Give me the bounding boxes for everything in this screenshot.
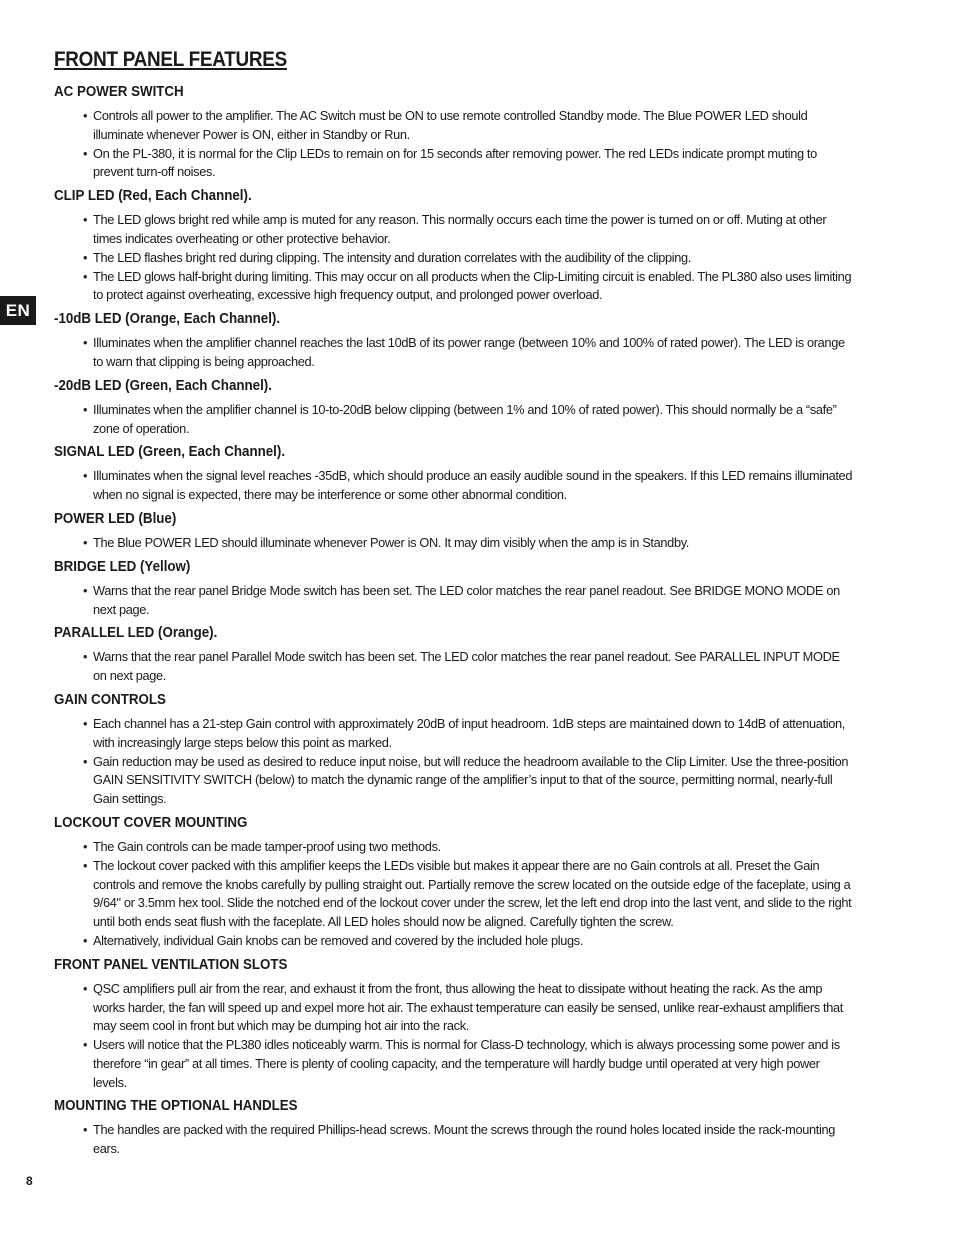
list-item: [54, 715, 854, 753]
bullet-icon: •: [83, 212, 88, 228]
list-item-text: Users will notice that the PL380 idles noticeably warm. This is normal for Class-D technology, which is always processing some power and is therefore “in gear” at all times. There is plenty of cooling capacity, and the temperature will hardly budge until operated at very high power levels.: [93, 1037, 840, 1090]
bullet-list: [54, 334, 854, 372]
section: [54, 187, 854, 305]
section-heading: FRONT PANEL VENTILATION SLOTS: [54, 956, 288, 973]
list-item-text: Illuminates when the amplifier channel reaches the last 10dB of its power range (between 10% and 100% of rated power). The LED is orange to warn that clipping is being approached.: [93, 335, 845, 369]
list-item: [54, 582, 854, 620]
bullet-list: [54, 582, 854, 620]
list-item: [54, 467, 854, 505]
bullet-list: [54, 838, 854, 951]
list-item: [54, 753, 854, 809]
section-heading: SIGNAL LED (Green, Each Channel).: [54, 444, 286, 461]
bullet-icon: •: [83, 838, 88, 854]
bullet-list: [54, 648, 854, 686]
list-item-text: Gain reduction may be used as desired to reduce input noise, but will reduce the headroom available to the Clip Limiter. Use the three-position GAIN SENSITIVITY SWITCH (below) to match the dynamic range of the amplifier’s input to that of the source, permitting normal, nearly-full Gain settings.: [93, 753, 849, 807]
list-item: [54, 857, 854, 932]
list-item: [54, 932, 854, 951]
section-heading: CLIP LED (Red, Each Channel).: [54, 188, 252, 205]
bullet-icon: •: [83, 857, 88, 873]
list-item: [54, 249, 854, 268]
list-item-text: Each channel has a 21-step Gain control with approximately 20dB of input headroom. 1dB steps are maintained down to 14dB of attenuation, with increasingly large steps below this point as marked.: [93, 715, 846, 750]
section-heading: AC POWER SWITCH: [54, 84, 184, 100]
list-item-text: The handles are packed with the required Phillips-head screws. Mount the screws through the round holes located inside the rack-mounting ears.: [93, 1122, 835, 1157]
bullet-icon: •: [83, 1122, 88, 1138]
bullet-icon: •: [83, 249, 88, 265]
section: [54, 510, 854, 553]
language-tab-label: EN: [5, 300, 31, 320]
section: [54, 814, 854, 951]
bullet-icon: •: [83, 715, 88, 731]
bullet-icon: •: [83, 649, 88, 665]
list-item-text: The Blue POWER LED should illuminate whenever Power is ON. It may dim visibly when the amp is in Standby.: [93, 534, 690, 550]
section: [54, 83, 854, 182]
bullet-list: [54, 1121, 854, 1159]
sections-list: [54, 83, 854, 1159]
list-item: [54, 534, 854, 553]
list-item: [54, 1036, 854, 1092]
section: [54, 558, 854, 620]
bullet-icon: •: [83, 268, 88, 284]
list-item: [54, 838, 854, 857]
section-heading: PARALLEL LED (Orange).: [54, 625, 218, 642]
bullet-list: [54, 211, 854, 305]
list-item: [54, 1121, 854, 1159]
list-item: [54, 268, 854, 306]
list-item-text: Warns that the rear panel Parallel Mode switch has been set. The LED color matches the rear panel readout. See PARALLEL INPUT MODE on next page.: [93, 649, 840, 684]
bullet-icon: •: [83, 932, 88, 948]
section: [54, 1097, 854, 1159]
list-item-text: The Gain controls can be made tamper-proof using two methods.: [93, 838, 441, 854]
list-item: [54, 648, 854, 686]
section: [54, 956, 854, 1093]
section: [54, 691, 854, 809]
bullet-icon: •: [83, 401, 88, 417]
bullet-icon: •: [83, 582, 88, 598]
language-tab: [0, 296, 36, 325]
bullet-list: [54, 401, 854, 439]
section-heading: -20dB LED (Green, Each Channel).: [54, 377, 272, 394]
bullet-icon: •: [83, 534, 88, 550]
list-item: [54, 211, 854, 249]
bullet-icon: •: [83, 108, 88, 123]
bullet-icon: •: [83, 980, 88, 996]
list-item-text: QSC amplifiers pull air from the rear, and exhaust it from the front, thus allowing the heat to dissipate without heating the rack. As the amp works harder, the fan will speed up and expel more hot air. The exhaust temperature can easily be sensed, unlike rear-exhaust amplifiers that may seem cool in front but which may be dumping hot air into the rack.: [93, 980, 843, 1034]
bullet-icon: •: [83, 145, 88, 161]
page-title: FRONT PANEL FEATURES: [54, 48, 287, 71]
bullet-icon: •: [83, 1037, 88, 1053]
bullet-list: [54, 534, 854, 553]
page-number: 8: [26, 1174, 33, 1188]
section: [54, 310, 854, 372]
list-item-text: Controls all power to the amplifier. The AC Switch must be ON to use remote controlled Standby mode. The Blue POWER LED should illuminate whenever Power is ON, either in Standby or Run.: [93, 108, 808, 142]
bullet-icon: •: [83, 753, 88, 769]
list-item: [54, 980, 854, 1036]
list-item-text: The LED flashes bright red during clipping. The intensity and duration correlates with the audibility of the clipping.: [93, 249, 691, 265]
list-item-text: The lockout cover packed with this amplifier keeps the LEDs visible but makes it appear there are no Gain controls at all. Preset the Gain controls and remove the knobs carefully by pulling straight out. Partially remove the screw located on the outside edge of the faceplate, using a 9/64" or 3.5mm hex tool. Slide the notched end of the lockout cover under the screw, let the left end drop into the last vent, and slide to the right until both ends seat flush with the faceplate. All LED holes should now be aligned. Carefully tighten the screw.: [93, 857, 852, 930]
section-heading: POWER LED (Blue): [54, 510, 177, 527]
bullet-list: [54, 467, 854, 505]
section: [54, 377, 854, 439]
list-item-text: On the PL-380, it is normal for the Clip LEDs to remain on for 15 seconds after removing power. The red LEDs indicate prompt muting to prevent turn-off noises.: [93, 145, 817, 180]
list-item-text: Illuminates when the amplifier channel is 10-to-20dB below clipping (between 1% and 10% of rated power). This should normally be a “safe” zone of operation.: [93, 401, 837, 436]
list-item-text: The LED glows half-bright during limiting. This may occur on all products when the Clip-Limiting circuit is enabled. The PL380 also uses limiting to protect against overheating, excessive high frequency output, and prolonged power overload.: [93, 268, 852, 303]
list-item-text: The LED glows bright red while amp is muted for any reason. This normally occurs each time the power is turned on or off. Muting at other times indicates overheating or other protective behavior.: [93, 212, 827, 246]
list-item: [54, 334, 854, 372]
section-heading: MOUNTING THE OPTIONAL HANDLES: [54, 1098, 298, 1115]
list-item-text: Warns that the rear panel Bridge Mode switch has been set. The LED color matches the rear panel readout. See BRIDGE MONO MODE on next page.: [93, 582, 840, 617]
list-item-text: Illuminates when the signal level reaches -35dB, which should produce an easily audible sound in the speakers. If this LED remains illuminated when no signal is expected, there may be interference or some other abnormal condition.: [93, 468, 853, 503]
section-heading: -10dB LED (Orange, Each Channel).: [54, 311, 281, 328]
bullet-icon: •: [83, 335, 88, 351]
list-item: [54, 401, 854, 439]
list-item: [54, 145, 854, 183]
bullet-icon: •: [83, 468, 88, 484]
list-item-text: Alternatively, individual Gain knobs can be removed and covered by the included hole plugs.: [93, 932, 584, 948]
section-heading: GAIN CONTROLS: [54, 691, 166, 708]
bullet-list: [54, 715, 854, 809]
section: [54, 624, 854, 686]
bullet-list: [54, 107, 854, 182]
list-item: [54, 107, 854, 145]
section-heading: LOCKOUT COVER MOUNTING: [54, 814, 248, 831]
section: [54, 443, 854, 505]
section-heading: BRIDGE LED (Yellow): [54, 558, 191, 575]
page-content: [54, 48, 854, 1164]
bullet-list: [54, 980, 854, 1093]
